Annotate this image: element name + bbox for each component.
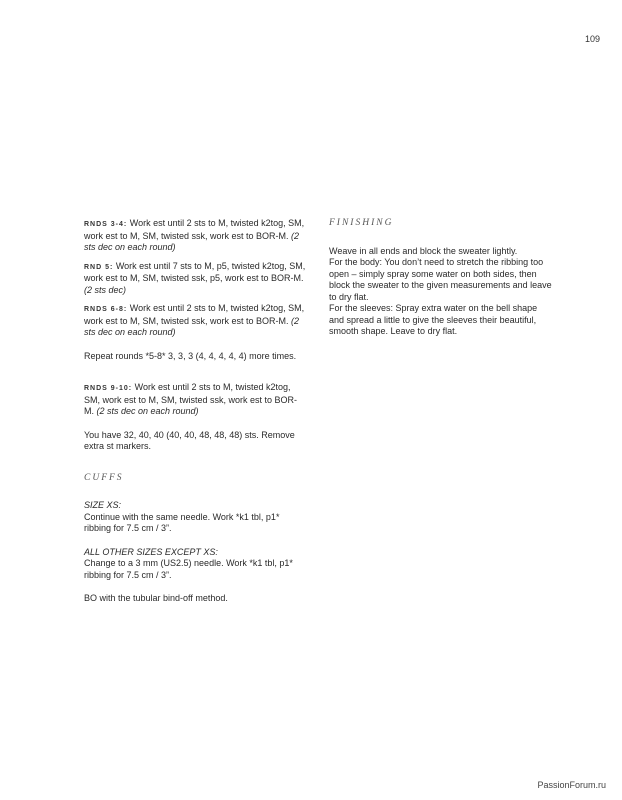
other-sizes-text: Change to a 3 mm (US2.5) needle. Work *k1 tbl, p1* ribbing for 7.5 cm / 3”. <box>84 558 293 580</box>
rnds-9-10-label: RNDS 9-10: <box>84 385 133 392</box>
finishing-line-1: Weave in all ends and block the sweater lightly. <box>329 245 518 256</box>
finishing-line-2: For the body: You don’t need to stretch the ribbing too open – simply spray some water on both sides, then block the sweater to the given measurements and leave to dry flat. <box>329 257 552 302</box>
other-sizes-instruction <box>84 547 306 582</box>
right-column <box>329 218 554 338</box>
stitch-count: You have 32, 40, 40 (40, 40, 48, 48, 48) sts. Remove extra st markers. <box>84 429 295 451</box>
rnds-3-4-instruction <box>84 218 306 254</box>
watermark: PassionForum.ru <box>537 780 606 790</box>
finishing-text <box>329 246 554 338</box>
rnd-5-instruction <box>84 261 306 297</box>
cuffs-heading: CUFFS <box>84 472 124 483</box>
size-xs-label: SIZE XS: <box>84 500 122 510</box>
repeat-instruction: Repeat rounds *5-8* 3, 3, 3 (4, 4, 4, 4, 4) more times. <box>84 350 297 361</box>
size-xs-text: Continue with the same needle. Work *k1 tbl, p1* ribbing for 7.5 cm / 3”. <box>84 511 280 533</box>
left-column <box>84 218 306 612</box>
rnd-5-text: Work est until 7 sts to M, p5, twisted k2tog, SM, work est to M, SM, twisted ssk, p5, work est to BOR-M. <box>84 260 306 283</box>
rnds-6-8-label: RNDS 6-8: <box>84 306 128 313</box>
rnds-6-8-instruction <box>84 303 306 339</box>
rnds-6-8-note: (2 sts dec on each round) <box>84 315 300 337</box>
rnds-3-4-text: Work est until 2 sts to M, twisted k2tog, SM, work est to M, SM, twisted ssk, work est to BOR-M. <box>84 218 305 241</box>
rnd-5-label: RND 5: <box>84 263 114 271</box>
rnds-9-10-text: Work est until 2 sts to M, twisted k2tog, SM, work est to M, SM, twisted ssk, work est to BOR-M. <box>84 382 298 416</box>
bind-off-instruction: BO with the tubular bind-off method. <box>84 593 228 603</box>
rnds-9-10-note: (2 sts dec on each round) <box>96 406 199 416</box>
rnds-6-8-text: Work est until 2 sts to M, twisted k2tog, SM, work est to M, SM, twisted ssk, work est to BOR-M. <box>84 303 305 326</box>
finishing-line-3: For the sleeves: Spray extra water on the bell shape and spread a little to give the sleeves their beautiful, smooth shape. Leave to dry flat. <box>329 303 538 336</box>
rnds-3-4-note: (2 sts dec on each round) <box>84 230 300 252</box>
rnd-5-note: (2 sts dec) <box>84 284 127 295</box>
rnds-3-4-label: RNDS 3-4: <box>84 221 128 228</box>
other-sizes-label: ALL OTHER SIZES EXCEPT XS: <box>84 546 218 557</box>
size-xs-instruction <box>84 500 306 535</box>
rnds-9-10-instruction <box>84 382 306 418</box>
page-number: 109 <box>584 34 600 44</box>
finishing-heading: FINISHING <box>329 218 394 228</box>
